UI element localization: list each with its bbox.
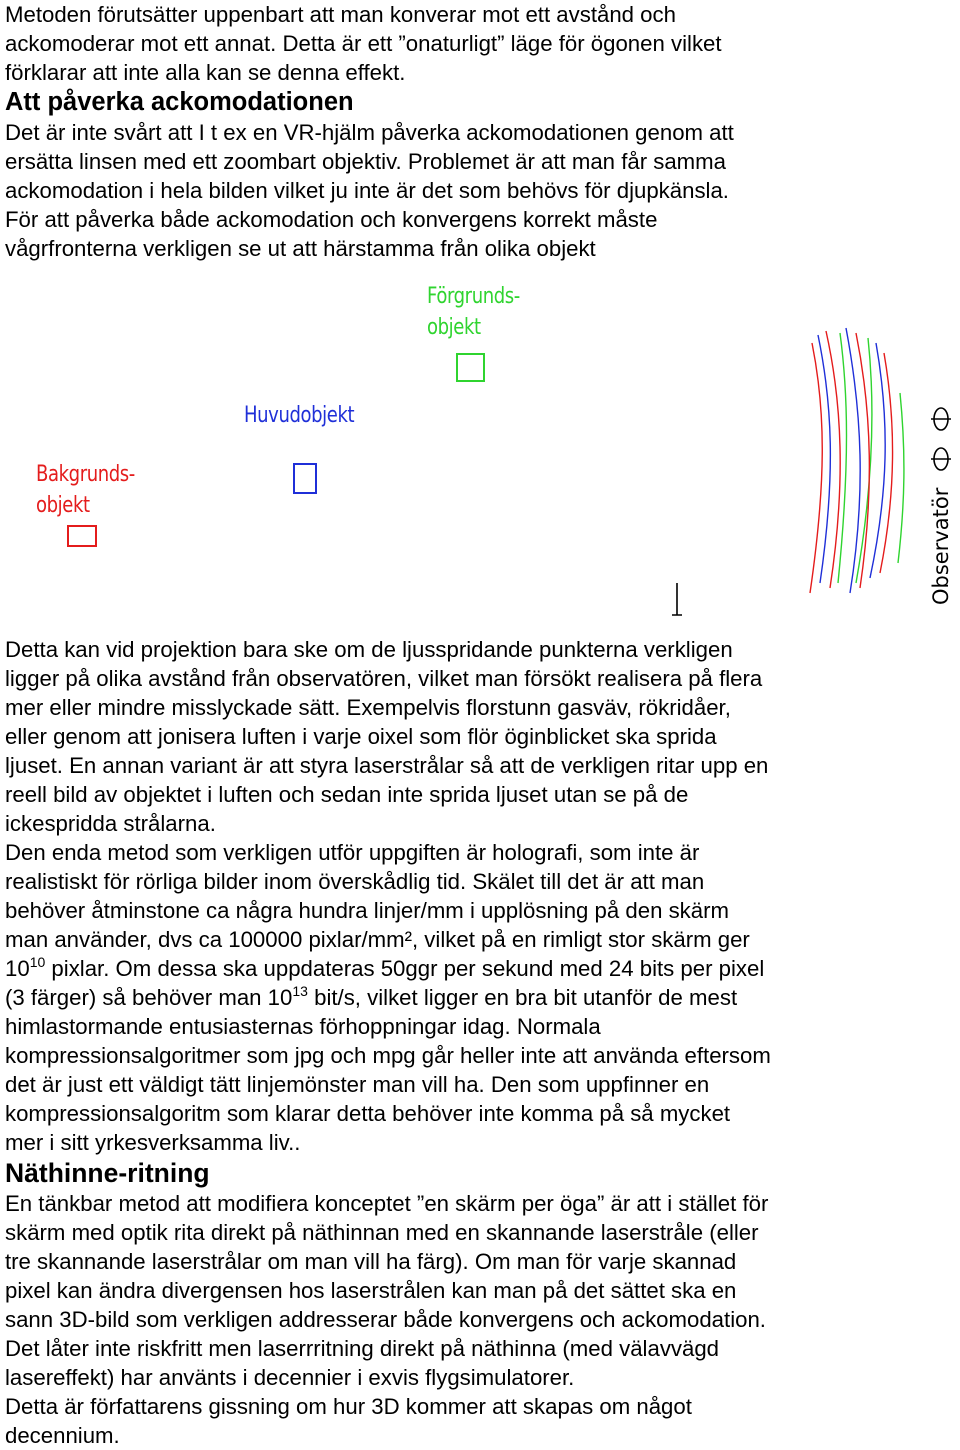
- text-line: [5, 954, 955, 983]
- wavefront-blue: [846, 328, 860, 593]
- text-line: sann 3D-bild som verkligen addresserar både konvergens och ackomodation.: [5, 1307, 766, 1332]
- text-line: man använder, dvs ca 100000 pixlar/mm², vilket på en rimligt stor skärm ger: [5, 927, 750, 952]
- wavefront-green: [838, 333, 847, 583]
- exponent: 10: [29, 954, 46, 970]
- background-label-line: Bakgrunds-: [36, 462, 135, 487]
- text-line: tre skannande laserstrålar om man vill ha färg). Om man för varje skannad: [5, 1249, 737, 1274]
- eye-icon: [931, 408, 951, 430]
- text-line: ligger på olika avstånd från observatören, vilket man försökt realisera på flera: [5, 666, 763, 691]
- section-heading-nathinne: Näthinne-ritning: [5, 1158, 210, 1188]
- exponent: 13: [292, 983, 308, 999]
- line-rest: pixlar. Om dessa ska uppdateras 50ggr per sekund med 24 bits per pixel: [45, 956, 765, 981]
- text-line: det är just ett väldigt tätt linjemönster man vill ha. Den som uppfinner en: [5, 1072, 710, 1097]
- text-line: En tänkbar metod att modifiera konceptet ”en skärm per öga” är att i stället för: [5, 1191, 769, 1216]
- text-line: eller genom att jonisera luften i varje oixel som flör öginblicket ska sprida: [5, 724, 717, 749]
- line-start: (3 färger) så behöver man 10: [5, 985, 293, 1010]
- text-line: För att påverka både ackomodation och konvergens korrekt måste: [5, 207, 658, 232]
- text-line: mer eller mindre misslyckade sätt. Exempelvis florstunn gasväv, rökridåer,: [5, 695, 731, 720]
- observer-marker: [672, 583, 682, 615]
- eye-icon: [931, 448, 951, 470]
- wavefront-red: [856, 333, 869, 588]
- text-line: förklarar att inte alla kan se denna effekt.: [5, 60, 406, 85]
- observer-label: Observatör: [929, 487, 953, 605]
- text-line: kompressionsalgoritmer som jpg och mpg går heller inte att använda eftersom: [5, 1043, 771, 1068]
- section-projection-body: [5, 635, 955, 1157]
- section-heading-ackomodation: Att påverka ackomodationen: [5, 88, 354, 116]
- foreground-label-line: Förgrunds-: [427, 284, 520, 309]
- text-line: reell bild av objektet i luften och sedan inte sprida ljuset utan se på de: [5, 782, 689, 807]
- text-line: behöver åtminstone ca några hundra linjer/mm i upplösning på den skärm: [5, 898, 729, 923]
- document-page: [5, 0, 955, 1450]
- foreground-label-line: objekt: [427, 315, 481, 340]
- text-line: ersätta linsen med ett zoombart objektiv. Problemet är att man får samma: [5, 149, 726, 174]
- text-line: Detta kan vid projektion bara ske om de ljusspridande punkterna verkligen: [5, 637, 733, 662]
- wavefront-red: [810, 343, 822, 593]
- text-line: ljuset. En annan variant är att styra laserstrålar så att de verkligen ritar upp en: [5, 753, 769, 778]
- text-line: Detta är författarens gissning om hur 3D kommer att skapas om något: [5, 1394, 692, 1419]
- section-ackomodation-body: [5, 118, 955, 263]
- text-line: lasereffekt) har använts i decennier i exvis flygsimulatorer.: [5, 1365, 575, 1390]
- text-line: himlastormande entusiasternas förhoppningar idag. Normala: [5, 1014, 601, 1039]
- text-line: Metoden förutsätter uppenbart att man konverar mot ett avstånd och: [5, 2, 676, 27]
- wavefront-blue: [818, 335, 830, 583]
- text-line: Den enda metod som verkligen utför uppgiften är holografi, som inte är: [5, 840, 700, 865]
- text-line: [5, 983, 955, 1012]
- background-label-line: objekt: [36, 493, 90, 518]
- wavefront-curves: [0, 263, 960, 635]
- main-object-label: Huvudobjekt: [244, 403, 355, 428]
- wavefront-figure: [0, 263, 960, 635]
- text-line: decennium.: [5, 1423, 120, 1448]
- wavefront-blue: [870, 343, 885, 578]
- text-line: mer i sitt yrkesverksamma liv..: [5, 1130, 301, 1155]
- wavefront-green: [898, 393, 904, 563]
- wavefront-red: [826, 331, 840, 588]
- section-nathinne-body: [5, 1189, 955, 1450]
- text-line: ickespridda strålarna.: [5, 811, 216, 836]
- text-line: skärm med optik rita direkt på näthinnan med en skannande laserstråle (eller: [5, 1220, 759, 1245]
- base-ten: 10: [5, 956, 30, 981]
- text-line: realistiskt för rörliga bilder inom överskådlig tid. Skälet till det är att man: [5, 869, 705, 894]
- text-line: Det är inte svårt att I t ex en VR-hjälm påverka ackomodationen genom att: [5, 120, 734, 145]
- intro-paragraph: [5, 0, 955, 87]
- text-line: ackomoderar mot ett annat. Detta är ett ”onaturligt” läge för ögonen vilket: [5, 31, 722, 56]
- text-line: vågrfronterna verkligen se ut att härstamma från olika objekt: [5, 236, 596, 261]
- text-line: kompressionsalgoritm som klarar detta behöver inte komma på så mycket: [5, 1101, 731, 1126]
- line-rest: bit/s, vilket ligger en bra bit utanför de mest: [307, 985, 738, 1010]
- text-line: ackomodation i hela bilden vilket ju inte är det som behövs för djupkänsla.: [5, 178, 729, 203]
- text-line: pixel kan ändra divergensen hos laserstrålen kan man på det sättet ska en: [5, 1278, 737, 1303]
- text-line: Det låter inte riskfritt men laserrritning direkt på näthinna (med välavvägd: [5, 1336, 720, 1361]
